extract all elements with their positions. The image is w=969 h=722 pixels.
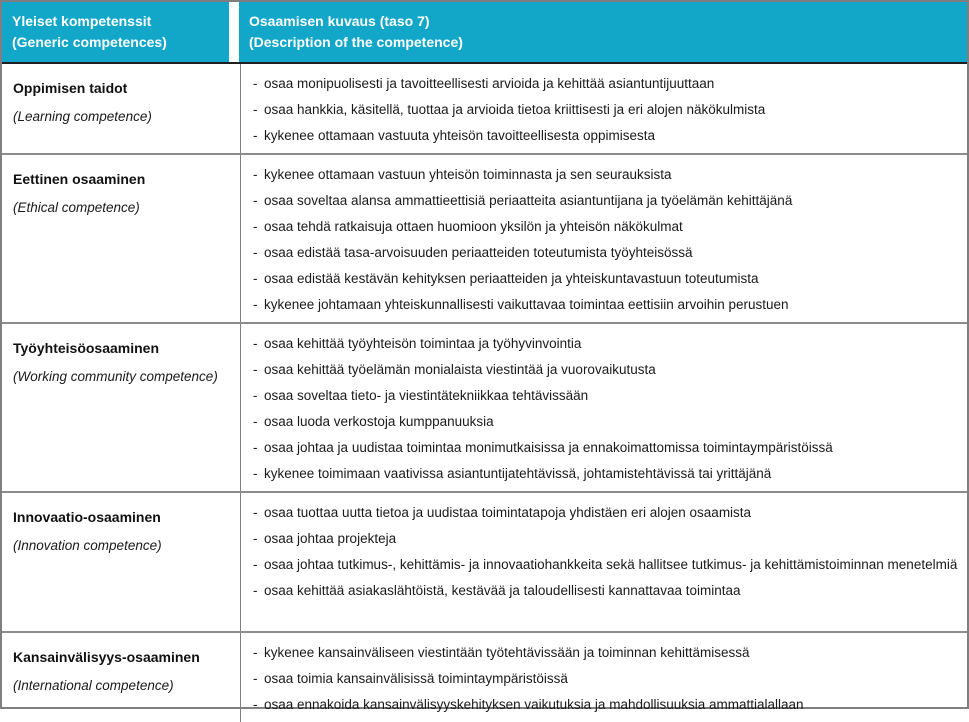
table-row — [2, 155, 967, 324]
bullet-dash-marker: - — [253, 583, 258, 598]
bullet-dash-marker: - — [253, 645, 258, 660]
competence-description-cell — [241, 155, 967, 322]
header-cell-competence-description — [239, 2, 967, 62]
competence-bullet — [253, 214, 959, 240]
competence-bullet — [253, 71, 959, 97]
competence-bullet — [253, 266, 959, 292]
competence-name-cell — [2, 64, 241, 153]
competence-bullet — [253, 409, 959, 435]
bullet-dash-marker: - — [253, 219, 258, 234]
competence-title-en: (Ethical competence) — [13, 200, 140, 215]
bullet-text: osaa monipuolisesti ja tavoitteellisesti arvioida ja kehittää asiantuntijuuttaan — [264, 76, 715, 91]
competence-description-cell — [241, 493, 967, 631]
competence-title-en: (Learning competence) — [13, 109, 152, 124]
bullet-text: osaa ennakoida kansainvälisyyskehityksen vaikutuksia ja mahdollisuuksia ammattialallaan — [264, 697, 804, 712]
competence-bullet — [253, 188, 959, 214]
bullet-text: osaa johtaa projekteja — [264, 531, 397, 546]
competence-title-en: (International competence) — [13, 678, 174, 693]
bullet-dash-marker: - — [253, 440, 258, 455]
bullet-text: osaa edistää kestävän kehityksen periaatteiden ja yhteiskuntavastuun toteutumista — [264, 271, 759, 286]
competence-bullet — [253, 578, 959, 604]
bullet-dash-marker: - — [253, 671, 258, 686]
header-competence-description-en: (Description of the competence) — [249, 34, 463, 50]
bullet-text: kykenee johtamaan yhteiskunnallisesti vaikuttavaa toimintaa eettisiin arvoihin perustuen — [264, 297, 789, 312]
competence-title-en: (Working community competence) — [13, 369, 218, 384]
competence-bullet — [253, 331, 959, 357]
header-generic-competences-fi: Yleiset kompetenssit — [12, 13, 152, 29]
bullet-text: osaa kehittää asiakaslähtöistä, kestävää ja taloudellisesti kannattavaa toimintaa — [264, 583, 741, 598]
bullet-text: osaa toimia kansainvälisissä toimintaympäristöissä — [264, 671, 568, 686]
competence-bullet — [253, 357, 959, 383]
competence-bullet — [253, 435, 959, 461]
table-row — [2, 493, 967, 633]
competence-title-en: (Innovation competence) — [13, 538, 162, 553]
competence-title-fi: Innovaatio-osaaminen — [13, 509, 161, 525]
bullet-dash-marker: - — [253, 193, 258, 208]
table-row — [2, 64, 967, 155]
competence-name-cell — [2, 324, 241, 491]
bullet-dash-marker: - — [253, 697, 258, 712]
bullet-dash-marker: - — [253, 388, 258, 403]
bullet-dash-marker: - — [253, 271, 258, 286]
bullet-text: osaa hankkia, käsitellä, tuottaa ja arvioida tietoa kriittisesti ja eri alojen näkökulmista — [264, 102, 766, 117]
competence-bullet — [253, 240, 959, 266]
bullet-text: osaa kehittää työyhteisön toimintaa ja työhyvinvointia — [264, 336, 582, 351]
bullet-dash-marker: - — [253, 167, 258, 182]
header-cell-generic-competences — [2, 2, 229, 62]
header-generic-competences-en: (Generic competences) — [12, 34, 167, 50]
bullet-dash-marker: - — [253, 531, 258, 546]
competence-title-fi: Työyhteisöosaaminen — [13, 340, 160, 356]
table-header-row — [2, 2, 967, 64]
bullet-text: osaa luoda verkostoja kumppanuuksia — [264, 414, 494, 429]
competence-title-fi: Oppimisen taidot — [13, 80, 128, 96]
table-row — [2, 324, 967, 493]
bullet-dash-marker: - — [253, 362, 258, 377]
competence-name-cell — [2, 493, 241, 631]
competence-bullet — [253, 97, 959, 123]
competence-name-cell — [2, 155, 241, 322]
competence-bullet — [253, 526, 959, 552]
bullet-dash-marker: - — [253, 297, 258, 312]
bullet-text: osaa soveltaa tieto- ja viestintätekniikkaa tehtävissään — [264, 388, 589, 403]
bullet-dash-marker: - — [253, 336, 258, 351]
bullet-dash-marker: - — [253, 102, 258, 117]
competence-title-fi: Eettinen osaaminen — [13, 171, 146, 187]
bullet-text: osaa kehittää työelämän monialaista viestintää ja vuorovaikutusta — [264, 362, 656, 377]
competence-bullet — [253, 640, 959, 666]
header-cell-divider — [229, 2, 239, 62]
competence-bullet — [253, 292, 959, 318]
competence-bullet — [253, 461, 959, 487]
competence-bullet — [253, 383, 959, 409]
competence-bullet — [253, 162, 959, 188]
bullet-text: osaa edistää tasa-arvoisuuden periaatteiden toteutumista työyhteisössä — [264, 245, 693, 260]
bullet-dash-marker: - — [253, 557, 258, 572]
competence-description-cell — [241, 324, 967, 491]
table-body — [2, 64, 967, 722]
competence-bullet — [253, 123, 959, 149]
competence-bullet — [253, 666, 959, 692]
bullet-text: kykenee ottamaan vastuun yhteisön toiminnasta ja sen seurauksista — [264, 167, 672, 182]
competence-bullet — [253, 552, 959, 578]
bullet-dash-marker: - — [253, 466, 258, 481]
bullet-dash-marker: - — [253, 128, 258, 143]
header-competence-description-fi: Osaamisen kuvaus (taso 7) — [249, 13, 430, 29]
bullet-text: kykenee ottamaan vastuuta yhteisön tavoitteellisesta oppimisesta — [264, 128, 655, 143]
competence-bullet — [253, 692, 959, 718]
bullet-dash-marker: - — [253, 76, 258, 91]
bullet-text: kykenee toimimaan vaativissa asiantuntijatehtävissä, johtamistehtävissä tai yrittäjänä — [264, 466, 772, 481]
bullet-text: osaa johtaa tutkimus-, kehittämis- ja innovaatiohankkeita sekä hallitsee tutkimus- ja kehittämistoiminnan menetelmiä — [264, 557, 958, 572]
bullet-dash-marker: - — [253, 505, 258, 520]
bullet-text: osaa soveltaa alansa ammattieettisiä periaatteita asiantuntijana ja työelämän kehittäjänä — [264, 193, 793, 208]
bullet-text: osaa tuottaa uutta tietoa ja uudistaa toimintatapoja yhdistäen eri alojen osaamista — [264, 505, 752, 520]
bullet-dash-marker: - — [253, 245, 258, 260]
competence-bullet — [253, 500, 959, 526]
bullet-text: osaa johtaa ja uudistaa toimintaa monimutkaisissa ja ennakoimattomissa toimintaympäristöissä — [264, 440, 833, 455]
competence-description-cell — [241, 64, 967, 153]
bullet-dash-marker: - — [253, 414, 258, 429]
competence-title-fi: Kansainvälisyys-osaaminen — [13, 649, 200, 665]
bullet-text: osaa tehdä ratkaisuja ottaen huomioon yksilön ja yhteisön näkökulmat — [264, 219, 683, 234]
bullet-text: kykenee kansainväliseen viestintään työtehtävissään ja toiminnan kehittämisessä — [264, 645, 750, 660]
